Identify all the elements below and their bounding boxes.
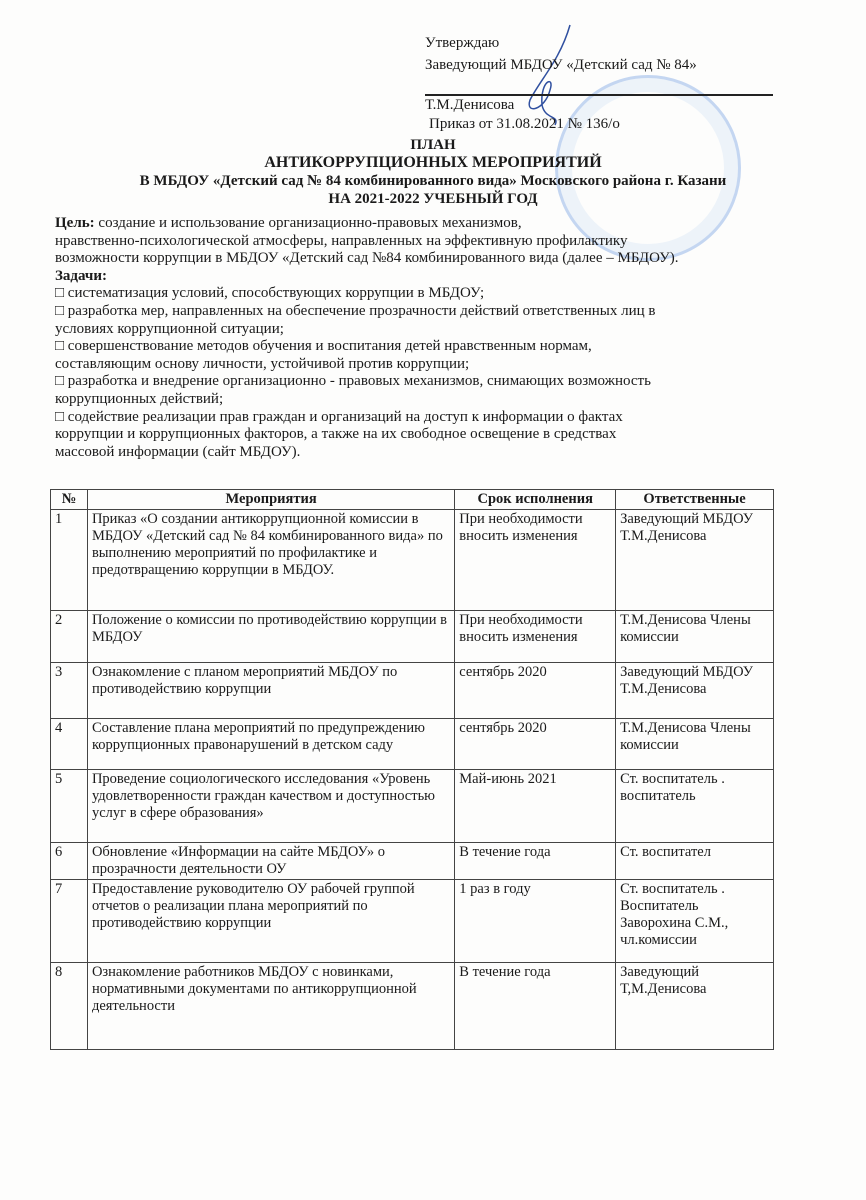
row-number: 4 — [51, 719, 88, 770]
event-cell: Ознакомление работников МБДОУ с новинками, нормативными документами по антикоррупционной деятельности — [87, 963, 454, 1050]
responsible-cell: Ст. воспитатель . воспитатель — [616, 770, 774, 843]
task-item: коррупции и коррупционных факторов, а также на их свободное освещение в средствах — [55, 426, 617, 443]
task-item: массовой информации (сайт МБДОУ). — [55, 443, 301, 460]
task-item: □ разработка мер, направленных на обеспечение прозрачности действий ответственных лиц в — [55, 302, 656, 319]
deadline-cell: 1 раз в году — [455, 880, 616, 963]
task-item: □ систематизация условий, способствующих коррупции в МБДОУ; — [55, 285, 485, 302]
approval-block — [425, 32, 697, 76]
task-item: условиях коррупционной ситуации; — [55, 320, 284, 337]
row-number: 7 — [51, 880, 88, 963]
table-row — [51, 719, 774, 770]
row-number: 1 — [51, 510, 88, 611]
event-cell: Приказ «О создании антикоррупционной комиссии в МБДОУ «Детский сад № 84 комбинированного вида» по выполнению мероприятий по профилактике и предотвращению коррупции в МБДОУ. — [87, 510, 454, 611]
goal-text: создание и использование организационно-правовых механизмов, — [94, 215, 522, 231]
approver-position: Заведующий МБДОУ «Детский сад № 84» — [425, 57, 697, 73]
goal-text: возможности коррупции в МБДОУ «Детский сад №84 комбинированного вида (далее – МБДОУ). — [55, 250, 679, 267]
event-cell: Составление плана мероприятий по предупреждению коррупционных правонарушений в детском саду — [87, 719, 454, 770]
table-row — [51, 510, 774, 611]
responsible-cell: Заведующий МБДОУ Т.М.Денисова — [616, 510, 774, 611]
signature-line — [425, 94, 773, 96]
deadline-cell: сентябрь 2020 — [455, 719, 616, 770]
deadline-cell: При необходимости вносить изменения — [455, 611, 616, 663]
column-header: Срок исполнения — [455, 490, 616, 510]
deadline-cell: В течение года — [455, 963, 616, 1050]
responsible-cell: Заведующий Т,М.Денисова — [616, 963, 774, 1050]
row-number: 3 — [51, 663, 88, 719]
row-number: 2 — [51, 611, 88, 663]
event-cell: Обновление «Информации на сайте МБДОУ» о прозрачности деятельности ОУ — [87, 843, 454, 880]
title-plan: ПЛАН — [410, 137, 456, 153]
responsible-cell: Ст. воспитател — [616, 843, 774, 880]
event-cell: Предоставление руководителю ОУ рабочей группой отчетов о реализации плана мероприятий по противодействию коррупции — [87, 880, 454, 963]
approve-label: Утверждаю — [425, 35, 500, 51]
order-reference: Приказ от 31.08.2021 № 136/о — [429, 116, 620, 132]
title-main: АНТИКОРРУПЦИОННЫХ МЕРОПРИЯТИЙ — [264, 154, 602, 171]
table-row — [51, 880, 774, 963]
table-row — [51, 843, 774, 880]
responsible-cell: Т.М.Денисова Члены комиссии — [616, 611, 774, 663]
goal-text: нравственно-психологической атмосферы, направленных на эффективную профилактику — [55, 232, 628, 249]
task-item: составляющим основу личности, устойчивой против коррупции; — [55, 355, 470, 372]
responsible-cell: Заведующий МБДОУ Т.М.Денисова — [616, 663, 774, 719]
event-cell: Проведение социологического исследования «Уровень удовлетворенности граждан качеством и доступностью услуг в сфере образования» — [87, 770, 454, 843]
deadline-cell: В течение года — [455, 843, 616, 880]
title-org: В МБДОУ «Детский сад № 84 комбинированного вида» Московского района г. Казани — [139, 173, 727, 189]
column-header: Мероприятия — [87, 490, 454, 510]
deadline-cell: Май-июнь 2021 — [455, 770, 616, 843]
title-year: НА 2021-2022 УЧЕБНЫЙ ГОД — [328, 191, 538, 207]
table-row — [51, 963, 774, 1050]
row-number: 5 — [51, 770, 88, 843]
goal-label: Цель: — [55, 215, 95, 231]
column-header: Ответственные — [616, 490, 774, 510]
event-cell: Положение о комиссии по противодействию коррупции в МБДОУ — [87, 611, 454, 663]
deadline-cell: сентябрь 2020 — [455, 663, 616, 719]
responsible-cell: Ст. воспитатель . Воспитатель Заворохина С.М., чл.комиссии — [616, 880, 774, 963]
event-cell: Ознакомление с планом мероприятий МБДОУ по противодействию коррупции — [87, 663, 454, 719]
intro-section — [55, 215, 815, 461]
column-header: № — [51, 490, 88, 510]
row-number: 8 — [51, 963, 88, 1050]
tasks-label: Задачи: — [55, 267, 108, 284]
task-item: □ разработка и внедрение организационно - правовых механизмов, снимающих возможность — [55, 373, 651, 390]
events-table — [50, 489, 774, 1050]
row-number: 6 — [51, 843, 88, 880]
task-item: □ содействие реализации прав граждан и организаций на доступ к информации о фактах — [55, 408, 623, 425]
task-item: □ совершенствование методов обучения и воспитания детей нравственным нормам, — [55, 338, 592, 355]
table-row — [51, 770, 774, 843]
deadline-cell: При необходимости вносить изменения — [455, 510, 616, 611]
task-item: коррупционных действий; — [55, 390, 224, 407]
approver-name: Т.М.Денисова — [425, 97, 515, 113]
responsible-cell: Т.М.Денисова Члены комиссии — [616, 719, 774, 770]
table-row — [51, 663, 774, 719]
table-row — [51, 611, 774, 663]
